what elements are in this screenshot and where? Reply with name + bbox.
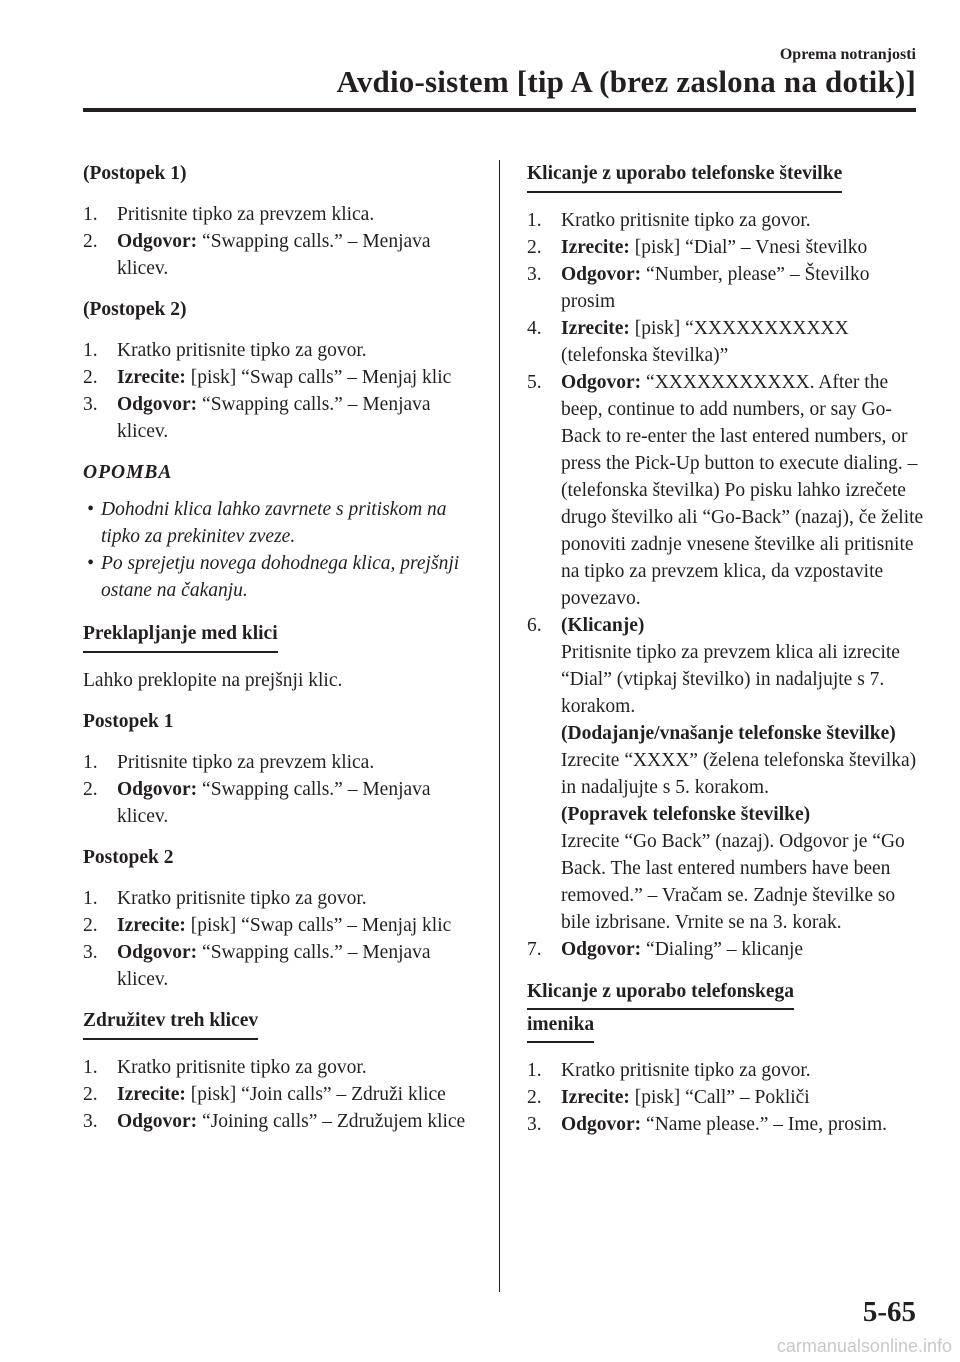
- step-label: Izrecite:: [117, 915, 186, 936]
- step-label: Odgovor:: [117, 942, 198, 963]
- step-text: “Swapping calls.” – Menjava klicev.: [117, 942, 431, 990]
- step-item: [83, 885, 483, 912]
- step-item: [83, 391, 483, 445]
- join-calls-heading: Združitev treh klicev: [83, 1007, 483, 1040]
- switch-calls-intro: Lahko preklopite na prejšnji klic.: [83, 670, 343, 691]
- step-text: [pisk] “XXXXXXXXXXX (telefonska številka)”: [561, 318, 849, 366]
- step-item: [527, 1111, 927, 1138]
- header-rule: [83, 108, 916, 112]
- procedure-2-steps: [83, 337, 483, 445]
- step-label: Odgovor:: [561, 372, 642, 393]
- step-number: 4.: [527, 318, 542, 339]
- step-text: “XXXXXXXXXXX. After the beep, continue to add numbers, or say Go-Back to re-enter the last entered numbers, or press the Pick-Up button to execute dialing. – (telefonska številka) Po pisku lahko izrečete drugo številko ali “Go-Back” (nazaj), če želite ponoviti zadnje vnesene številke ali pritisnite na tipko za prevzem klica, da vzpostavite povezavo.: [561, 372, 924, 609]
- step-text: [pisk] “Swap calls” – Menjaj klic: [190, 367, 452, 388]
- procedure-2-title: (Postopek 2): [83, 299, 187, 320]
- switch-procedure-2-title: Postopek 2: [83, 847, 174, 868]
- step-number: 3.: [83, 394, 98, 415]
- step-number: 2.: [527, 1087, 542, 1108]
- column-divider: [499, 160, 500, 1292]
- step-label: Izrecite:: [117, 367, 186, 388]
- step-label: Odgovor:: [561, 1114, 642, 1135]
- right-column: [527, 160, 927, 1138]
- switch-procedure-1-title: Postopek 1: [83, 711, 174, 732]
- step-text: Kratko pritisnite tipko za govor.: [561, 210, 811, 231]
- step-item: [83, 364, 483, 391]
- step-text: “Name please.” – Ime, prosim.: [646, 1114, 887, 1135]
- step-number: 5.: [527, 372, 542, 393]
- step-number: 1.: [83, 204, 98, 225]
- step-text: “Swapping calls.” – Menjava klicev.: [117, 231, 431, 279]
- phonebook-heading: Klicanje z uporabo telefonskega imenika: [527, 977, 927, 1043]
- watermark: carmanualsonline.info: [776, 1336, 952, 1356]
- procedure-1-steps: [83, 201, 483, 282]
- step-text: [pisk] “Join calls” – Združi klice: [190, 1084, 446, 1105]
- step-item: [527, 1057, 927, 1084]
- step-text: “Joining calls” – Združujem klice: [202, 1111, 466, 1132]
- step-text: [pisk] “Swap calls” – Menjaj klic: [190, 915, 452, 936]
- step-item: [83, 776, 483, 830]
- step-number: 1.: [83, 340, 98, 361]
- dial-number-steps: [527, 207, 927, 612]
- step-item: [527, 261, 927, 315]
- dial-step-6: 6. (Klicanje) Pritisnite tipko za prevzem klica ali izrecite “Dial” (vtipkaj številko) in nadaljujte s 7. korakom. (Dodajanje/vnašanje telefonske številke) Izrecite “XXXX” (želena telefonska številka) in nadaljujte s 5. korakom. (Popravek telefonske številke) Izrecite “Go Back” (nazaj). Odgovor je “Go Back. The last entered numbers have been removed.” – Vračam se. Zadnje številke so bile izbrisane. Vrnite se na 3. korak.: [527, 615, 917, 933]
- step-item: [83, 939, 483, 993]
- step-item: [527, 315, 927, 369]
- switch-procedure-2-steps: [83, 885, 483, 993]
- phonebook-steps: [527, 1057, 927, 1138]
- switch-calls-heading: Preklapljanje med klici: [83, 620, 483, 653]
- dial-step-7: 7. Odgovor: “Dialing” – klicanje: [527, 939, 804, 960]
- step-text: Kratko pritisnite tipko za govor.: [117, 888, 367, 909]
- step-text: Kratko pritisnite tipko za govor.: [117, 1057, 367, 1078]
- step-number: 2.: [83, 1084, 98, 1105]
- step-number: 1.: [83, 1057, 98, 1078]
- step-label: Odgovor:: [117, 1111, 198, 1132]
- step-item: [527, 1084, 927, 1111]
- step-item: [83, 228, 483, 282]
- step-text: [pisk] “Dial” – Vnesi številko: [634, 237, 868, 258]
- join-calls-steps: [83, 1054, 483, 1135]
- step-number: 2.: [83, 915, 98, 936]
- step-number: 3.: [83, 942, 98, 963]
- step-text: Pritisnite tipko za prevzem klica.: [117, 752, 375, 773]
- step-number: 1.: [527, 1060, 542, 1081]
- step-item: [83, 912, 483, 939]
- step-number: 3.: [527, 1114, 542, 1135]
- step-label: Odgovor:: [561, 264, 642, 285]
- procedure-1-title: (Postopek 1): [83, 163, 187, 184]
- step-number: 2.: [83, 231, 98, 252]
- step-item: [527, 369, 927, 612]
- step-number: 1.: [83, 752, 98, 773]
- step-number: 3.: [527, 264, 542, 285]
- note-bullets: [83, 496, 483, 604]
- step-item: [527, 234, 927, 261]
- step-number: 2.: [527, 237, 542, 258]
- step-number: 1.: [527, 210, 542, 231]
- step-text: [pisk] “Call” – Pokliči: [634, 1087, 810, 1108]
- step-item: [527, 207, 927, 234]
- step-label: Izrecite:: [561, 1087, 630, 1108]
- step-item: [83, 201, 483, 228]
- step-number: 1.: [83, 888, 98, 909]
- step-label: Odgovor:: [117, 779, 198, 800]
- step-number: 2.: [83, 779, 98, 800]
- note-bullet: • Dohodni klica lahko zavrnete s pritiskom na tipko za prekinitev zveze.: [87, 499, 447, 547]
- step-item: [83, 1054, 483, 1081]
- step-text: Pritisnite tipko za prevzem klica.: [117, 204, 375, 225]
- step-label: Izrecite:: [117, 1084, 186, 1105]
- dial-number-heading: Klicanje z uporabo telefonske številke: [527, 160, 927, 193]
- note-bullet: • Po sprejetju novega dohodnega klica, prejšnji ostane na čakanju.: [87, 553, 460, 601]
- step-item: [83, 337, 483, 364]
- note-title: OPOMBA: [83, 462, 173, 483]
- switch-procedure-1-steps: [83, 749, 483, 830]
- header-title: Avdio-sistem [tip A (brez zaslona na dotik)]: [336, 64, 916, 99]
- step-text: “Number, please” – Številko prosim: [561, 264, 870, 312]
- step-label: Odgovor:: [117, 394, 198, 415]
- step-number: 3.: [83, 1111, 98, 1132]
- step-text: “Swapping calls.” – Menjava klicev.: [117, 394, 431, 442]
- step-text: Kratko pritisnite tipko za govor.: [561, 1060, 811, 1081]
- step-text: “Swapping calls.” – Menjava klicev.: [117, 779, 431, 827]
- step-label: Odgovor:: [117, 231, 198, 252]
- step-label: Izrecite:: [561, 318, 630, 339]
- step-item: [83, 749, 483, 776]
- step-number: 2.: [83, 367, 98, 388]
- step-item: [83, 1081, 483, 1108]
- left-column: [83, 160, 483, 1135]
- step-item: [83, 1108, 483, 1135]
- page-number: 5-65: [862, 1296, 916, 1328]
- header-section: Oprema notranjosti: [779, 46, 916, 63]
- step-text: Kratko pritisnite tipko za govor.: [117, 340, 367, 361]
- step-label: Izrecite:: [561, 237, 630, 258]
